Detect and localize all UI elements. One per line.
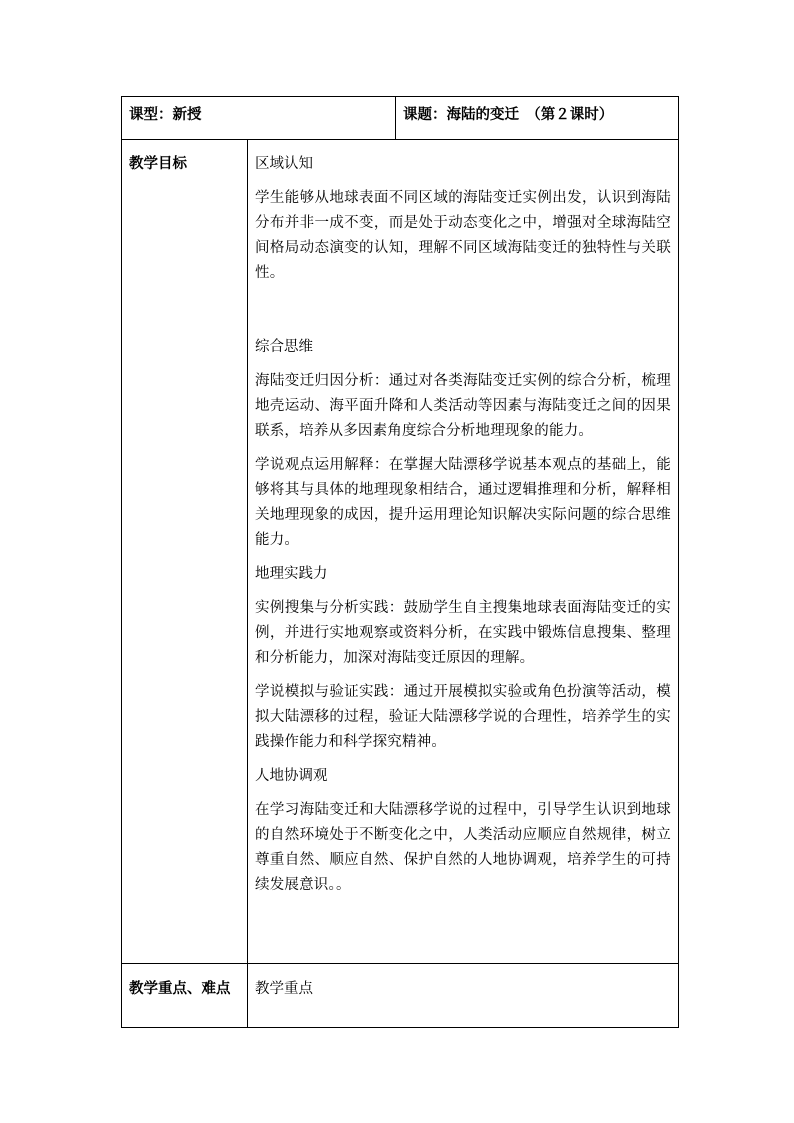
key-points-content: 教学重点 xyxy=(255,981,313,997)
key-points-content-cell xyxy=(248,964,679,1028)
lesson-type-cell xyxy=(122,97,396,140)
case-collection-text: 实例搜集与分析实践：鼓励学生自主搜集地球表面海陆变迁的实例，并进行实地观察或资料分析，在实践中锻炼信息搜集、整理和分析能力，加深对海陆变迁原因的理解。 xyxy=(255,600,671,666)
theory-application-text: 学说观点运用解释：在掌握大陆漂移学说基本观点的基础上，能够将其与具体的地理现象相结合，通过逻辑推理和分析，解释相关地理现象的成因，提升运用理论知识解决实际问题的综合思维能力。 xyxy=(255,457,671,548)
objectives-content-cell xyxy=(248,140,679,964)
key-points-label: 教学重点、难点 xyxy=(129,981,231,997)
key-points-row xyxy=(122,964,679,1028)
header-row xyxy=(122,97,679,140)
geographic-practice-heading: 地理实践力 xyxy=(255,566,328,582)
objectives-label: 教学目标 xyxy=(129,156,187,172)
lesson-type: 课型：新授 xyxy=(129,107,202,123)
lesson-topic-cell xyxy=(396,97,679,140)
cause-analysis-text: 海陆变迁归因分析：通过对各类海陆变迁实例的综合分析，梳理地壳运动、海平面升降和人类活动等因素与海陆变迁之间的因果联系，培养从多因素角度综合分析地理现象的能力。 xyxy=(255,373,671,439)
objectives-row xyxy=(122,140,679,964)
paragraph-spacer xyxy=(255,295,671,335)
regional-cognition-heading: 区域认知 xyxy=(255,156,313,172)
objectives-label-cell xyxy=(122,140,248,964)
simulation-practice-text: 学说模拟与验证实践：通过开展模拟实验或角色扮演等活动，模拟大陆漂移的过程，验证大陆漂移学说的合理性，培养学生的实践操作能力和科学探究精神。 xyxy=(255,684,671,750)
human-earth-harmony-text: 在学习海陆变迁和大陆漂移学说的过程中，引导学生认识到地球的自然环境处于不断变化之中，人类活动应顺应自然规律，树立尊重自然、顺应自然、保护自然的人地协调观，培养学生的可持续发展意识。。 xyxy=(255,802,671,893)
key-points-label-cell xyxy=(122,964,248,1028)
human-earth-harmony-heading: 人地协调观 xyxy=(255,768,328,784)
lesson-plan-table xyxy=(121,96,679,1028)
lesson-topic: 课题：海陆的变迁 （第２课时） xyxy=(403,107,614,123)
comprehensive-thinking-heading: 综合思维 xyxy=(255,339,313,355)
regional-cognition-text: 学生能够从地球表面不同区域的海陆变迁实例出发，认识到海陆分布并非一成不变，而是处于动态变化之中，增强对全球海陆空间格局动态演变的认知，理解不同区域海陆变迁的独特性与关联性。 xyxy=(255,190,671,281)
